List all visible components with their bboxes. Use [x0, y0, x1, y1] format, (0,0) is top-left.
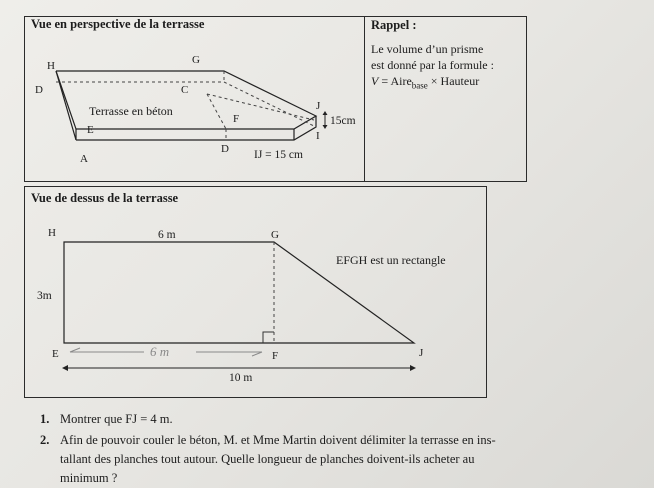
question-1-num: 1.: [40, 412, 50, 426]
question-2-line-3: [60, 469, 117, 488]
question-2-line2: tallant des planches tout autour. Quelle longueur de planches doivent-ils acheter au: [60, 452, 475, 466]
left-len-label: 3m: [37, 290, 52, 302]
point-F: F: [233, 113, 240, 125]
point-D-bottom: D: [221, 143, 229, 155]
rappel-line1: Le volume d’un prisme: [371, 42, 484, 56]
top-point-G: G: [271, 229, 279, 241]
right-angle-mark: [263, 332, 274, 343]
point-D-top: D: [35, 84, 43, 96]
formula-sub: base: [411, 80, 428, 91]
perspective-title: Vue en perspective de la terrasse: [31, 17, 205, 31]
height-label: 15cm: [330, 115, 356, 127]
point-C: C: [181, 84, 189, 96]
point-A: A: [80, 153, 88, 165]
top-point-F: F: [272, 350, 279, 362]
question-2-line1: Afin de pouvoir couler le béton, M. et Mme Martin doivent délimiter la terrasse en ins-: [60, 433, 496, 447]
top-point-J: J: [419, 347, 424, 359]
question-2-line-2: [60, 450, 474, 469]
point-E: E: [87, 124, 94, 136]
top-view-title: Vue de dessus de la terrasse: [31, 191, 179, 205]
perspective-diagram: [24, 16, 365, 182]
top-point-E: E: [52, 348, 59, 360]
question-2-num: 2.: [40, 433, 50, 447]
rappel-box: [365, 16, 527, 182]
question-1-text: Montrer que FJ = 4 m.: [60, 412, 173, 426]
question-1: [40, 410, 173, 429]
formula-end: × Hauteur: [427, 74, 480, 88]
top-len-label: 6 m: [158, 229, 176, 241]
terrace-top-face: [56, 71, 316, 129]
handwritten-6m: 6 m: [150, 344, 170, 359]
top-view-diagram: [24, 186, 487, 398]
front-bottom-edge: [56, 71, 76, 140]
top-point-H: H: [48, 227, 56, 239]
point-H: H: [47, 60, 55, 72]
rectangle-note: EFGH est un rectangle: [336, 253, 446, 267]
ij-label: IJ = 15 cm: [254, 149, 303, 161]
formula-v: V: [371, 74, 379, 88]
rappel-formula: [371, 74, 479, 90]
formula-eq: = Aire: [378, 74, 412, 88]
point-G: G: [192, 54, 200, 66]
point-I: I: [316, 130, 320, 142]
hidden-edge-4: [207, 94, 226, 129]
bottom-len-label: 10 m: [229, 372, 253, 384]
question-2: [40, 431, 496, 450]
rappel-line2: est donné par la formule :: [371, 58, 494, 72]
terrasse-label: Terrasse en béton: [89, 104, 173, 118]
point-J: J: [316, 100, 321, 112]
rappel-title: Rappel :: [371, 18, 417, 32]
question-2-line3: minimum ?: [60, 471, 118, 485]
